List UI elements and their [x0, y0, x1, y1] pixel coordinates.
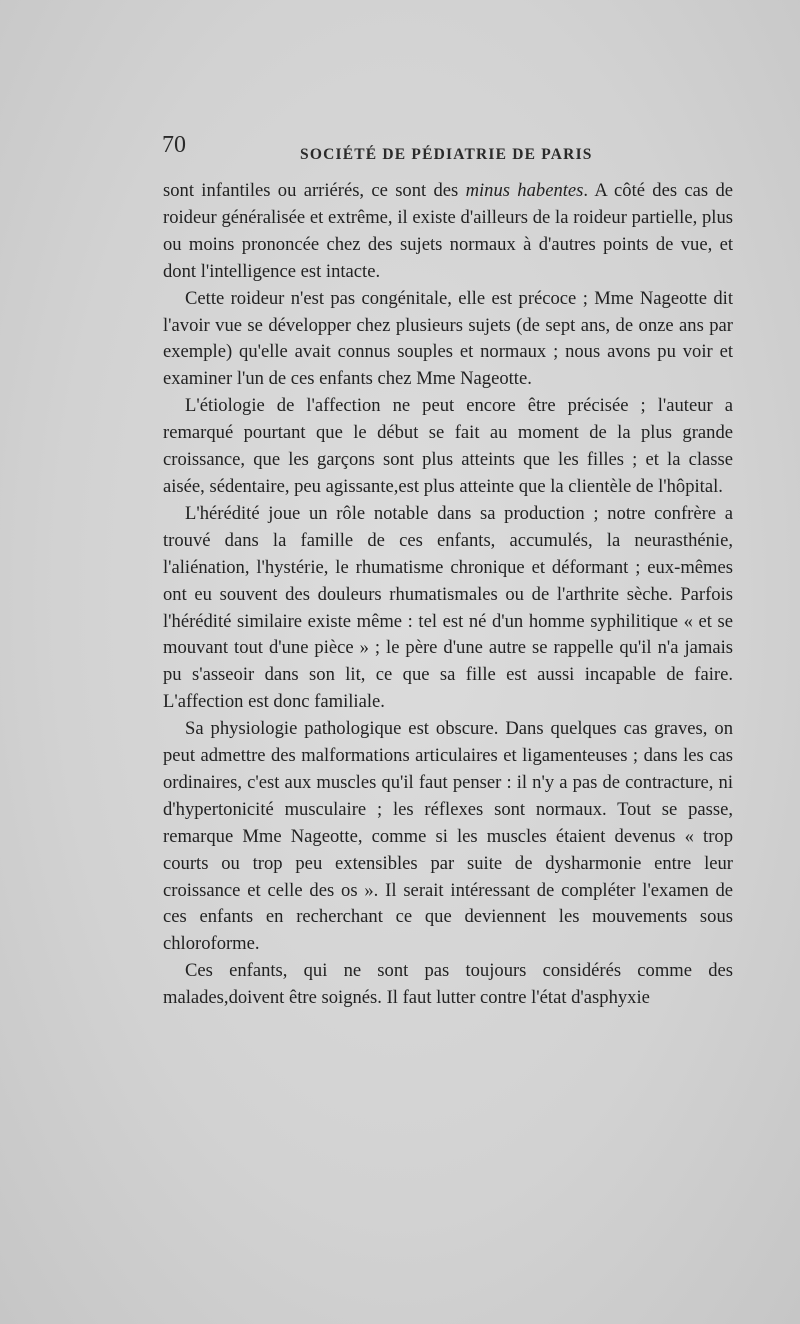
paragraph-1-start: sont infantiles ou arriérés, ce sont des [163, 180, 466, 201]
paragraph-1-end: . A côté des cas de roideur généralisée et extrême, il existe d'ailleurs de la roideur partielle, plus ou moins prononcée chez des sujets normaux à d'autres points de vue, et dont l'intelligence est intacte. [163, 180, 733, 282]
paragraph-2: Cette roideur n'est pas congénitale, elle est précoce ; Mme Nageotte dit l'avoir vue se développer chez plusieurs sujets (de sept ans, de onze ans par exemple) qu'elle avait connus souples et normaux ; nous avons pu voir et examiner l'un de ces enfants chez Mme Nageotte. [163, 287, 733, 390]
page-header [160, 132, 736, 166]
paragraph-3: L'étiologie de l'affection ne peut encore être précisée ; l'auteur a remarqué pourtant que le début se fait au moment de la plus grande croissance, que les garçons sont plus atteints que les filles ; et la classe aisée, sédentaire, peu agissante,est plus atteinte que la clientèle de l'hôpital. [163, 395, 733, 497]
body-text [163, 178, 733, 1012]
running-title: SOCIÉTÉ DE PÉDIATRIE DE PARIS [300, 146, 593, 163]
page-number: 70 [162, 132, 186, 158]
paragraph-5: Sa physiologie pathologique est obscure. Dans quelques cas graves, on peut admettre des malformations articulaires et ligamenteuses ; dans les cas ordinaires, c'est aux muscles qu'il faut penser : il n'y a pas de contracture, ni d'hypertonicité musculaire ; les réflexes sont normaux. Tout se passe, remarque Mme Nageotte, comme si les muscles étaient devenus « trop courts ou trop peu extensibles par suite de dysharmonie entre leur croissance et celle des os ». Il serait intéressant de compléter l'examen de ces enfants en recherchant ce que deviennent les mouvements sous chloroforme. [163, 718, 733, 955]
paragraph-4: L'hérédité joue un rôle notable dans sa production ; notre confrère a trouvé dans la famille de ces enfants, accumulés, la neurasthénie, l'aliénation, l'hystérie, le rhumatisme chronique et déformant ; eux-mêmes ont eu souvent des douleurs rhumatismales ou de l'arthrite sèche. Parfois l'hérédité similaire existe même : tel est né d'un homme syphilitique « et se mouvant tout d'une pièce » ; le père d'une autre se rappelle qu'il n'a jamais pu s'asseoir dans son lit, ce que sa fille est aussi incapable de faire. L'affection est donc familiale. [163, 502, 733, 713]
paragraph-1 [163, 178, 733, 286]
paragraph-6: Ces enfants, qui ne sont pas toujours considérés comme des malades,doivent être soignés. Il faut lutter contre l'état d'asphyxie [163, 960, 733, 1009]
paragraph-1-italic: minus habentes [465, 180, 584, 201]
